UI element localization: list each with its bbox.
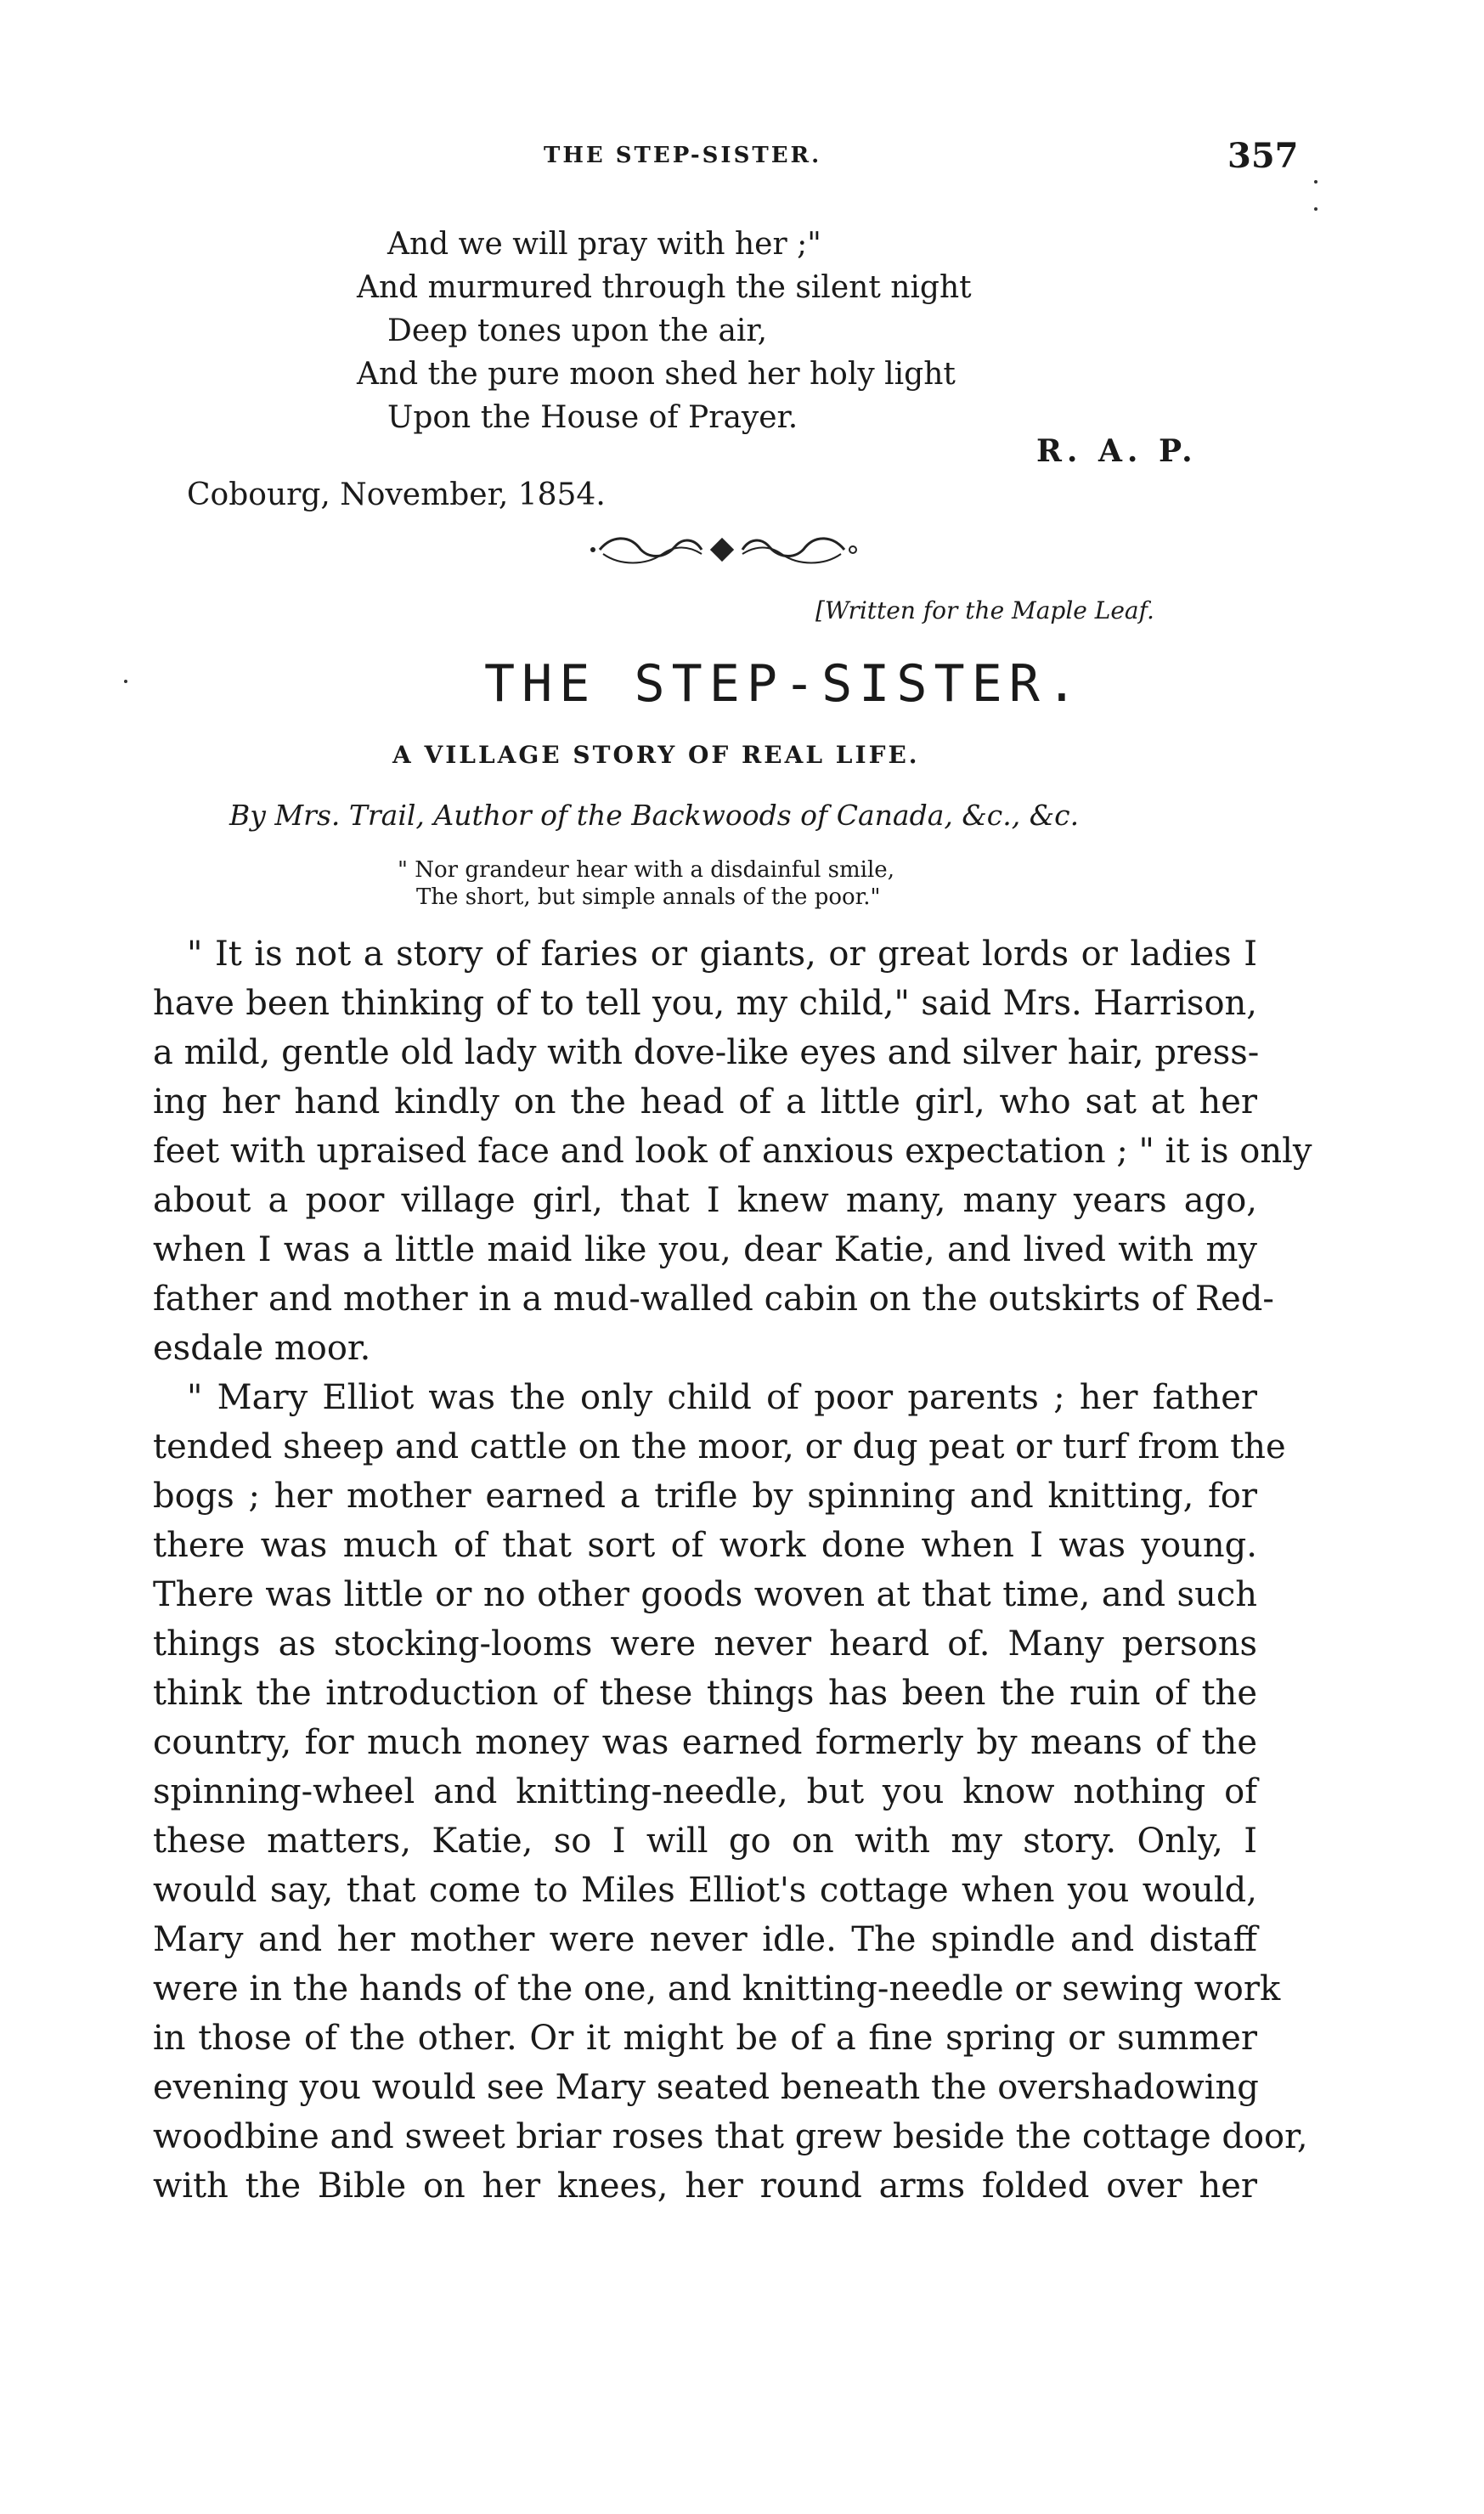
poem-dateline: Cobourg, November, 1854. [187,477,606,512]
body-line: There was little or no other goods woven at that time, and such [153,1575,1257,1614]
body-line: about a poor village girl, that I knew many, many years ago, [153,1181,1257,1220]
poem-line: And we will pray with her ;" [387,227,821,262]
epigraph-line: " Nor grandeur hear with a disdainful smile, [398,857,894,883]
body-line: spinning-wheel and knitting-needle, but you know nothing of [153,1772,1257,1811]
body-line: bogs ; her mother earned a trifle by spinning and knitting, for [153,1477,1257,1516]
body-line: father and mother in a mud-walled cabin on the outskirts of Red- [153,1280,1274,1319]
body-line: " It is not a story of faries or giants, or great lords or ladies I [187,935,1257,974]
margin-mark [124,680,127,683]
running-head: THE STEP-SISTER. [544,143,822,168]
body-line: were in the hands of the one, and knitting-needle or sewing work [153,1969,1281,2008]
epigraph [398,856,894,911]
body-line: woodbine and sweet briar roses that grew beside the cottage door, [153,2117,1308,2156]
body-line: feet with upraised face and look of anxious expectation ; " it is only [153,1132,1312,1171]
margin-mark [1314,207,1318,211]
body-line: things as stocking-looms were never heard of. Many persons [153,1624,1257,1664]
poem-signature: R. A. P. [1036,433,1198,469]
poem-line: And murmured through the silent night [357,270,972,305]
epigraph-line: The short, but simple annals of the poor." [416,884,881,910]
page-number: 357 [1227,136,1299,176]
body-line: would say, that come to Miles Elliot's cottage when you would, [153,1871,1257,1910]
article-subtitle: A VILLAGE STORY OF REAL LIFE. [392,741,920,769]
poem-ending [357,223,1206,439]
body-line: tended sheep and cattle on the moor, or dug peat or turf from the [153,1427,1286,1466]
body-line: there was much of that sort of work done when I was young. [153,1526,1257,1565]
ornament-end-dot [849,546,856,553]
margin-mark [1314,180,1318,184]
body-line: have been thinking of to tell you, my child," said Mrs. Harrison, [153,984,1257,1023]
body-line: ing her hand kindly on the head of a little girl, who sat at her [153,1082,1257,1121]
ornament-end-dot [590,547,595,552]
article-body [153,929,1312,2211]
body-line: evening you would see Mary seated beneath the overshadowing [153,2068,1259,2107]
article-byline: By Mrs. Trail, Author of the Backwoods of Canada, &c., &c. [229,799,1080,832]
poem-line: Upon the House of Prayer. [387,400,798,435]
body-line: with the Bible on her knees, her round arms folded over her [153,2167,1257,2206]
body-line: in those of the other. Or it might be of a fine spring or summer [153,2019,1257,2058]
ornament-center-diamond [710,538,734,562]
body-line: a mild, gentle old lady with dove-like eyes and silver hair, press- [153,1033,1260,1072]
poem-line: And the pure moon shed her holy light [357,357,956,392]
body-line: country, for much money was earned formerly by means of the [153,1723,1257,1762]
article-title: THE STEP-SISTER. [484,654,1084,714]
poem-line: Deep tones upon the air, [387,314,768,348]
body-line: " Mary Elliot was the only child of poor parents ; her father [187,1378,1257,1417]
body-line: these matters, Katie, so I will go on with my story. Only, I [153,1822,1257,1861]
publication-note: [Written for the Maple Leaf. [815,596,1154,624]
body-line: think the introduction of these things has been the ruin of the [153,1674,1257,1713]
section-ornament [586,528,858,571]
body-line: Mary and her mother were never idle. The spindle and distaff [153,1920,1257,1959]
body-line: when I was a little maid like you, dear Katie, and lived with my [153,1230,1257,1269]
body-line: esdale moor. [153,1329,371,1368]
